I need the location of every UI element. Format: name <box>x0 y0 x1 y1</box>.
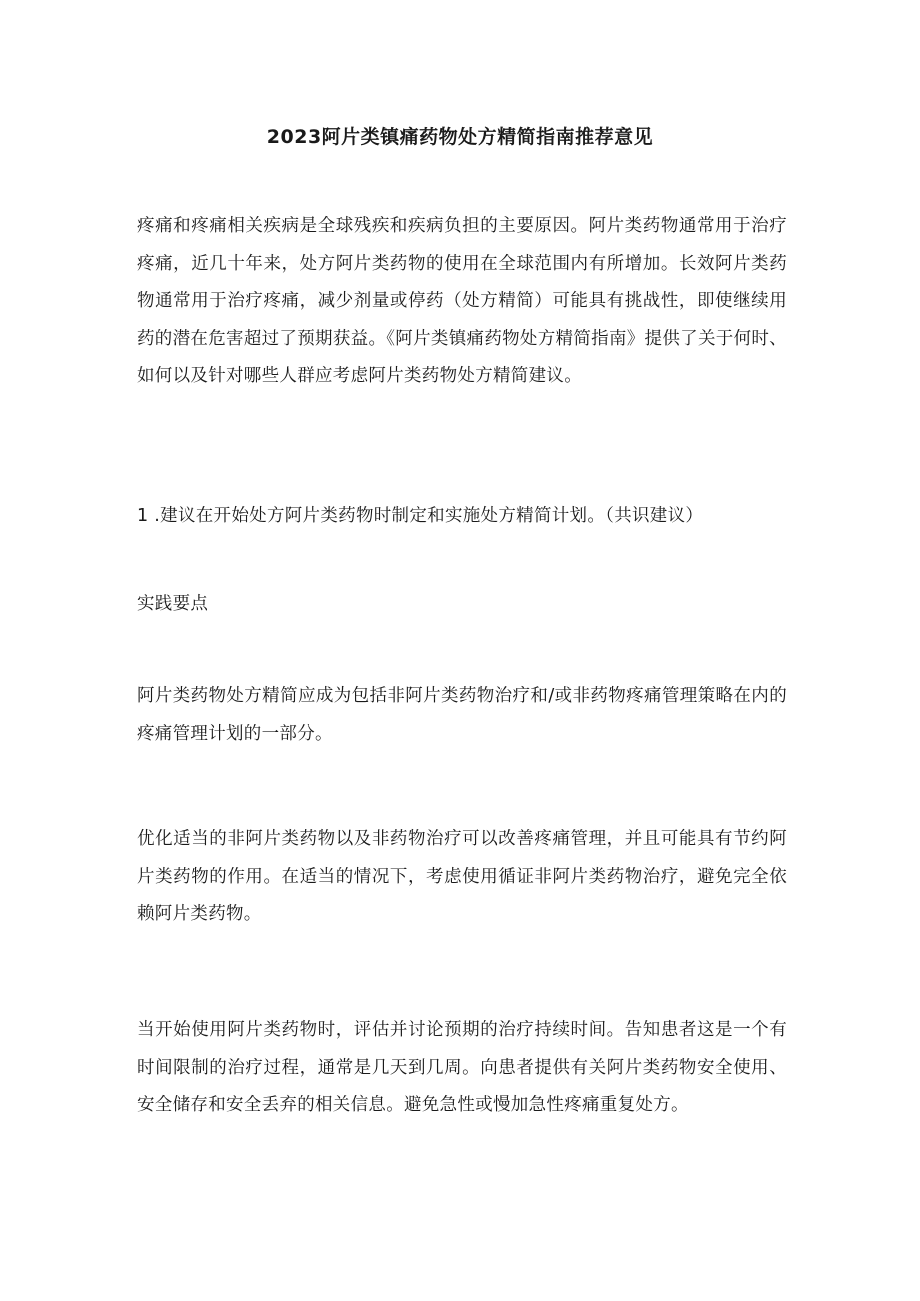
practice-points-heading: 实践要点 <box>137 594 209 614</box>
practice-point: 当开始使用阿片类药物时，评估并讨论预期的治疗持续时间。告知患者这是一个有时间限制的治疗过程，通常是几天到几周。向患者提供有关阿片类药物安全使用、安全储存和安全丢弃的相关信息。避免急性或慢加急性疼痛重复处方。 <box>137 1020 787 1115</box>
document-title: 2023阿片类镇痛药物处方精简指南推荐意见 <box>266 126 654 148</box>
intro-paragraph: 疼痛和疼痛相关疾病是全球残疾和疾病负担的主要原因。阿片类药物通常用于治疗疼痛，近几十年来，处方阿片类药物的使用在全球范围内有所增加。长效阿片类药物通常用于治疗疼痛，减少剂量或停药（处方精简）可能具有挑战性，即使继续用药的潜在危害超过了预期获益。《阿片类镇痛药物处方精简指南》提供了关于何时、如何以及针对哪些人群应考虑阿片类药物处方精简建议。 <box>137 216 787 386</box>
practice-point: 阿片类药物处方精简应成为包括非阿片类药物治疗和/或非药物疼痛管理策略在内的疼痛管理计划的一部分。 <box>137 686 787 744</box>
practice-point: 优化适当的非阿片类药物以及非药物治疗可以改善疼痛管理，并且可能具有节约阿片类药物的作用。在适当的情况下，考虑使用循证非阿片类药物治疗，避免完全依赖阿片类药物。 <box>137 829 787 924</box>
recommendation-1: 1 .建议在开始处方阿片类药物时制定和实施处方精简计划。（共识建议） <box>137 506 704 526</box>
